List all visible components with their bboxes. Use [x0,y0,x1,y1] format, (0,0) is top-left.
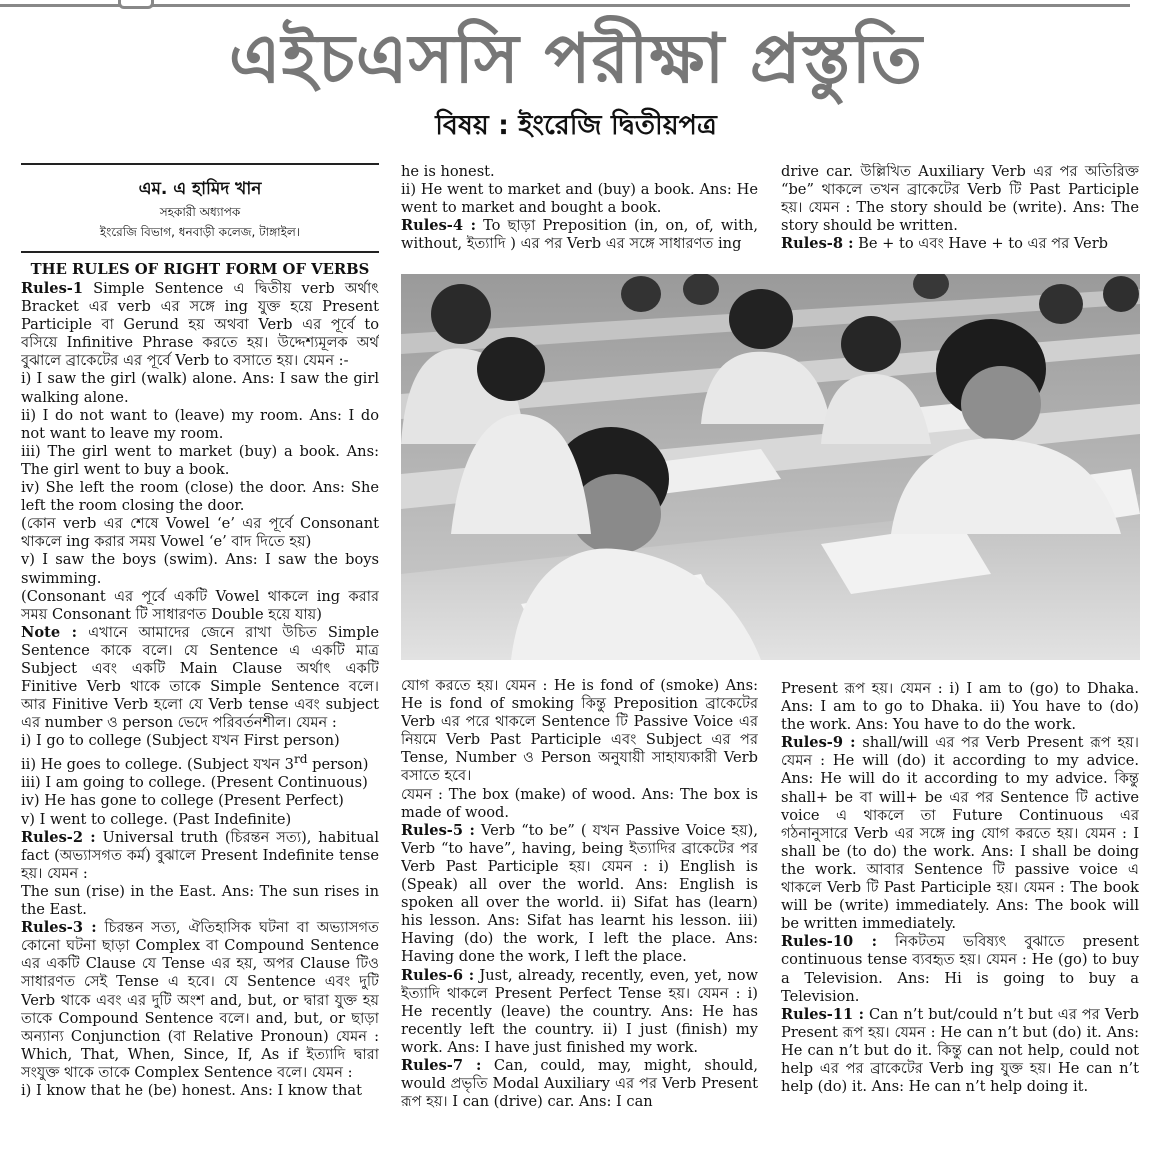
column-2-top [401,163,758,263]
rule-11-label: Rules-11 : [781,1005,865,1023]
masthead-title: এইচএসসি পরীক্ষা প্রস্তুতি [228,20,924,99]
example-line: i) I know that he (be) honest. Ans: I know that [21,1081,362,1099]
rule-1-label: Rules-1 [21,280,83,297]
rule-8-paragraph [781,235,1139,253]
example-line: ii) I do not want to (leave) my room. Ans: I do not want to leave my room. [21,406,379,442]
superscript: rd [293,752,308,767]
example-line: i) I go to college (Subject যখন First person) [21,732,340,750]
paragraph: যোগ করতে হয়। যেমন : He is fond of (smoke) Ans: He is fond of smoking কিন্তু Preposition ব্রাকেটের Verb এর পরে থাকলে Sentence টি Passive Voice এর নিয়মে Verb Past Participle এবং Subject এর পর Tense, Number ও Person অনুযায়ী সাহায্যকারী Verb বসাতে হবে। [401,677,758,785]
rule-4-text: To ছাড়া Preposition (in, on, of, with, without, ইত্যাদি ) এর পর Verb এর সঙ্গে সাধারণত ing [401,217,758,253]
example-line: iii) I am going to college. (Present Continuous) [21,774,368,792]
top-border [0,4,1152,7]
rule-5-paragraph [401,822,758,967]
rule-3-label: Rules-3 : [21,919,97,937]
top-border-gap [1130,4,1152,7]
example-text: person) [307,756,369,774]
top-border-tab [118,0,154,9]
subject-heading: বিষয় : ইংরেজি দ্বিতীয়পত্র [435,110,717,141]
rule-11-text: Can n’t but/could n’t but এর পর Verb Present রূপ হয়। যেমন : He can n’t but (do) it. Ans: He can n’t but do it. কিন্তু can not help, could not help এর পর ব্রাকেটের Verb ing যুক্ত হয়। He can n’t help (do) it. Ans: He can n’t help doing it. [781,1005,1139,1096]
example-line: iv) He has gone to college (Present Perfect) [21,792,344,810]
rule-3-paragraph [21,919,379,1082]
rule-8-text: Be + to এবং Have + to এর পর Verb [853,235,1109,253]
rule-note: (কোন verb এর শেষে Vowel ‘e’ এর পূর্বে Consonant থাকলে ing করার সময় Vowel ‘e’ বাদ দিতে হয়) [21,515,379,551]
rule-2-text: Universal truth (চিরন্তন সত্য), habitual fact (অভ্যাসগত কর্ম) বুঝালে Present Indefinite tense হয়। যেমন : [21,828,379,882]
paragraph: drive car. উল্লিখিত Auxiliary Verb এর পর অতিরিক্ত “be” থাকলে তখন ব্রাকেটের Verb টি Past Participle হয়। যেমন : The story should be (write). Ans: The story should be written. [781,163,1139,235]
author-designation: সহকারী অধ্যাপক [159,205,241,219]
rule-7-text: Can, could, may, might, should, would প্রভৃতি Modal Auxiliary এর পর Verb Present রূপ হয়। I can (drive) car. Ans: I can [401,1056,758,1111]
rule-6-text: Just, already, recently, even, yet, now ইত্যাদি থাকলে Present Perfect Tense হয়। যেমন : i) He recently (leave) the country. Ans: He has recently left the country. ii) I just (finish) my work. Ans: I have just finished my work. [401,966,758,1056]
exam-hall-photo-graphic [401,274,1140,660]
rule-9-label: Rules-9 : [781,734,856,752]
author-department: ইংরেজি বিভাগ, ধনবাড়ী কলেজ, টাঙ্গাইল। [99,225,301,239]
column-1 [21,262,379,1152]
example-line: v) I saw the boys (swim). Ans: I saw the boys swimming. [21,551,379,587]
rule-note: (Consonant এর পূর্বে একটি Vowel থাকলে ing করার সময় Consonant টি সাধারণত Double হয়ে যায়) [21,587,379,623]
example-line [21,750,379,774]
rule-5-label: Rules-5 : [401,821,475,839]
rule-5-text: Verb “to be” ( যখন Passive Voice হয়), Verb “to have”, having, being ইত্যাদির ব্রাকেটের পর Verb Past Participle হয়। যেমন : i) English is (Speak) all over the world. Ans: English is spoken all over the world. ii) Sifat has (learn) his lesson. Ans: Sifat has learnt his lesson. iii) Having (do) the work, I left the place. Ans: Having done the work, I left the place. [401,821,758,966]
rule-10-text: নিকটতম ভবিষ্যৎ বুঝাতে present continuous tense ব্যবহৃত হয়। যেমন : He (go) to buy a Television. Ans: Hi is going to buy a Television. [781,933,1139,1005]
paragraph: Present রূপ হয়। যেমন : i) I am to (go) to Dhaka. Ans: I am to go to Dhaka. ii) You have to (do) the work. Ans: You have to do the work. [781,680,1139,734]
rule-8-label: Rules-8 : [781,235,854,253]
rule-1-paragraph [21,280,379,370]
rule-7-paragraph [401,1057,758,1111]
column-2-bottom [401,677,758,1147]
rule-10-paragraph [781,933,1139,1005]
rule-7-label: Rules-7 : [401,1056,482,1074]
author-name: এম. এ হামিদ খান [138,179,262,199]
rule-9-paragraph [781,734,1139,933]
rule-3-text: চিরন্তন সত্য, ঐতিহাসিক ঘটনা বা অভ্যাসগত কোনো ঘটনা ছাড়া Complex বা Compound Sentence এর একটি Clause যে Tense এর হয়, অপর Clause টিও সাধারণত সেই Tense এ হবে। যে Sentence এবং দুটি Verb থাকে এবং এর দুটি অংশ and, but, or দ্বারা যুক্ত হয় তাকে Compound Sentence বলে। and, but, or ছাড়া অন্যান্য Conjunction (বা Relative Pronoun) যেমন : Which, That, When, Since, If, As if ইত্যাদি দ্বারা সংযুক্ত থাকে তাকে Complex Sentence বলে। যেমন : [21,919,379,1081]
example-line: যেমন : The box (make) of wood. Ans: The box is made of wood. [401,785,758,821]
rule-4-paragraph [401,217,758,253]
byline-bottom-rule [21,251,379,253]
note-text: এখানে আমাদের জেনে রাখা উচিত Simple Sentence কাকে বলে। যে Sentence এ একটি মাত্র Subject এবং একটি Main Clause অর্থাৎ একটি Finitive Verb থাকে তাকে Simple Sentence বলে। আর Finitive Verb হলো যে Verb tense এবং subject এর number ও person ভেদে পরিবর্তনশীল। যেমন : [21,623,379,732]
rule-6-label: Rules-6 : [401,966,475,984]
rule-1-text: Simple Sentence এ দ্বিতীয় verb অর্থাৎ Bracket এর verb এর সঙ্গে ing যুক্ত হয়ে Present Participle বা Gerund হয় অথবা Verb এর পূর্বে to বসিয়ে Infinitive Phrase করতে হয়। উদ্দেশ্যমূলক অর্থ বুঝালে ব্রাকেটের এর পূর্বে Verb to বসাতে হয়। যেমন :- [21,280,379,370]
rule-6-paragraph [401,967,758,1057]
rule-4-label: Rules-4 : [401,217,476,235]
example-line: The sun (rise) in the East. Ans: The sun rises in the East. [21,882,379,919]
rule-11-paragraph [781,1006,1139,1096]
example-line: ii) He went to market and (buy) a book. Ans: He went to market and bought a book. [401,181,758,217]
example-line: he is honest. [401,163,495,180]
example-line: i) I saw the girl (walk) alone. Ans: I saw the girl walking alone. [21,370,379,406]
rule-9-text: shall/will এর পর Verb Present রূপ হয়। যেমন : He will (do) it according to my advice. Ans: He will do it according to my advice. কিন্তু shall+ be বা will+ be এর পর Sentence টি active voice এ থাকলে তা Future Continuous এর গঠনানুসারে Verb এর সঙ্গে ing যোগ করতে হয়। যেমন : I shall be (to do) the work. Ans: I shall be doing the work. আবার Sentence টি passive voice এ থাকলে Verb টি Past Participle হয়। যেমন : The book will be (write) immediately. Ans: The book will be written immediately. [781,734,1139,933]
column-3-top [781,163,1139,263]
column-3-bottom [781,680,1139,1150]
exam-hall-photo [401,274,1140,660]
note-label: Note : [21,623,78,641]
article-title: THE RULES OF RIGHT FORM OF VERBS [30,262,370,278]
rule-2-label: Rules-2 : [21,828,96,846]
rule-2-paragraph [21,829,379,883]
example-line: iii) The girl went to market (buy) a book. Ans: The girl went to buy a book. [21,442,379,478]
rule-10-label: Rules-10 : [781,933,877,951]
note-paragraph [21,624,379,733]
byline [21,176,379,242]
example-text: ii) He goes to college. (Subject যখন 3 [21,756,294,774]
example-line: v) I went to college. (Past Indefinite) [21,810,292,828]
byline-top-rule [21,163,379,165]
example-line: iv) She left the room (close) the door. Ans: She left the room closing the door. [21,479,379,515]
